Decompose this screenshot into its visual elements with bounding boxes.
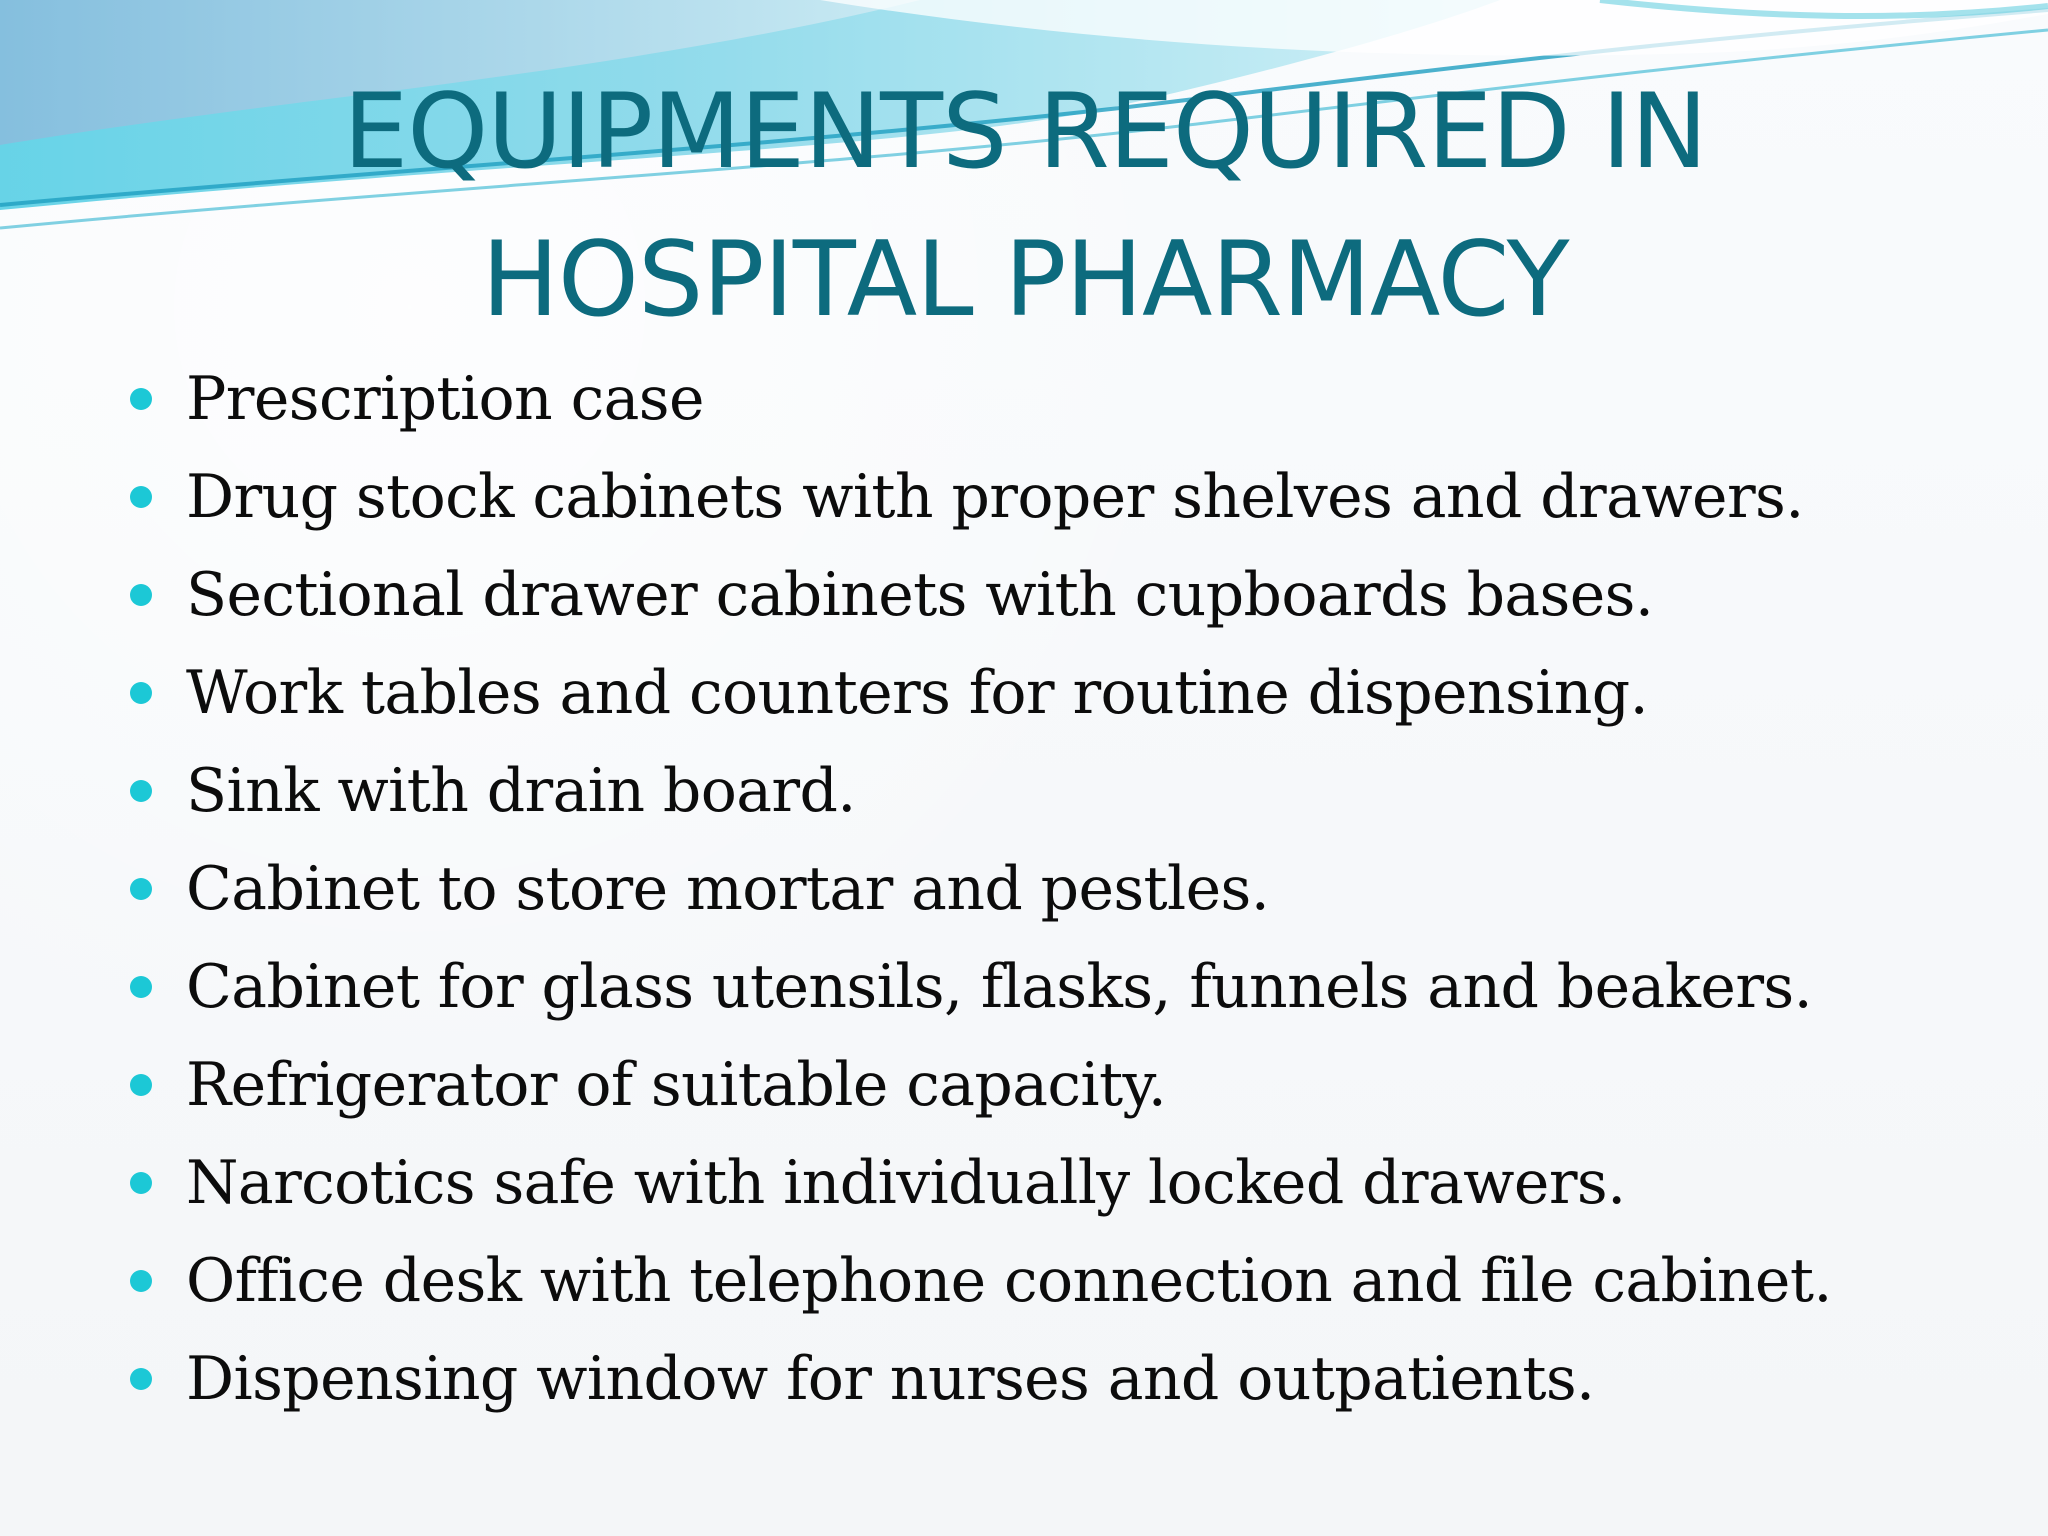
list-item [130, 350, 1950, 448]
list-item [130, 1134, 1950, 1232]
page-title [220, 58, 1830, 354]
list-item-text: Work tables and counters for routine dispensing. [186, 658, 1649, 728]
list-item-text: Sectional drawer cabinets with cupboards bases. [186, 560, 1654, 630]
bullet-icon [130, 1074, 152, 1096]
list-item-text: Narcotics safe with individually locked drawers. [186, 1148, 1626, 1218]
list-item-text: Sink with drain board. [186, 756, 856, 826]
title-line-2: HOSPITAL PHARMACY [481, 220, 1569, 340]
bullet-icon [130, 1270, 152, 1292]
title-line-1: EQUIPMENTS REQUIRED IN [343, 72, 1707, 192]
bullet-icon [130, 486, 152, 508]
list-item [130, 1330, 1950, 1428]
list-item [130, 840, 1950, 938]
list-item-text: Cabinet for glass utensils, flasks, funnels and beakers. [186, 952, 1813, 1022]
list-item [130, 1036, 1950, 1134]
bullet-icon [130, 1368, 152, 1390]
list-item-text: Drug stock cabinets with proper shelves and drawers. [186, 462, 1804, 532]
bullet-icon [130, 388, 152, 410]
bullet-icon [130, 1172, 152, 1194]
list-item-text: Refrigerator of suitable capacity. [186, 1050, 1167, 1120]
list-item [130, 1232, 1950, 1330]
list-item-text: Office desk with telephone connection and file cabinet. [186, 1246, 1832, 1316]
list-item [130, 644, 1950, 742]
list-item [130, 938, 1950, 1036]
bullet-icon [130, 584, 152, 606]
list-item [130, 546, 1950, 644]
list-item-text: Cabinet to store mortar and pestles. [186, 854, 1270, 924]
bullet-icon [130, 878, 152, 900]
list-item-text: Prescription case [186, 364, 704, 434]
equipment-list [130, 350, 1950, 1428]
bullet-icon [130, 780, 152, 802]
bullet-icon [130, 682, 152, 704]
bullet-icon [130, 976, 152, 998]
list-item [130, 448, 1950, 546]
list-item [130, 742, 1950, 840]
list-item-text: Dispensing window for nurses and outpatients. [186, 1344, 1595, 1414]
